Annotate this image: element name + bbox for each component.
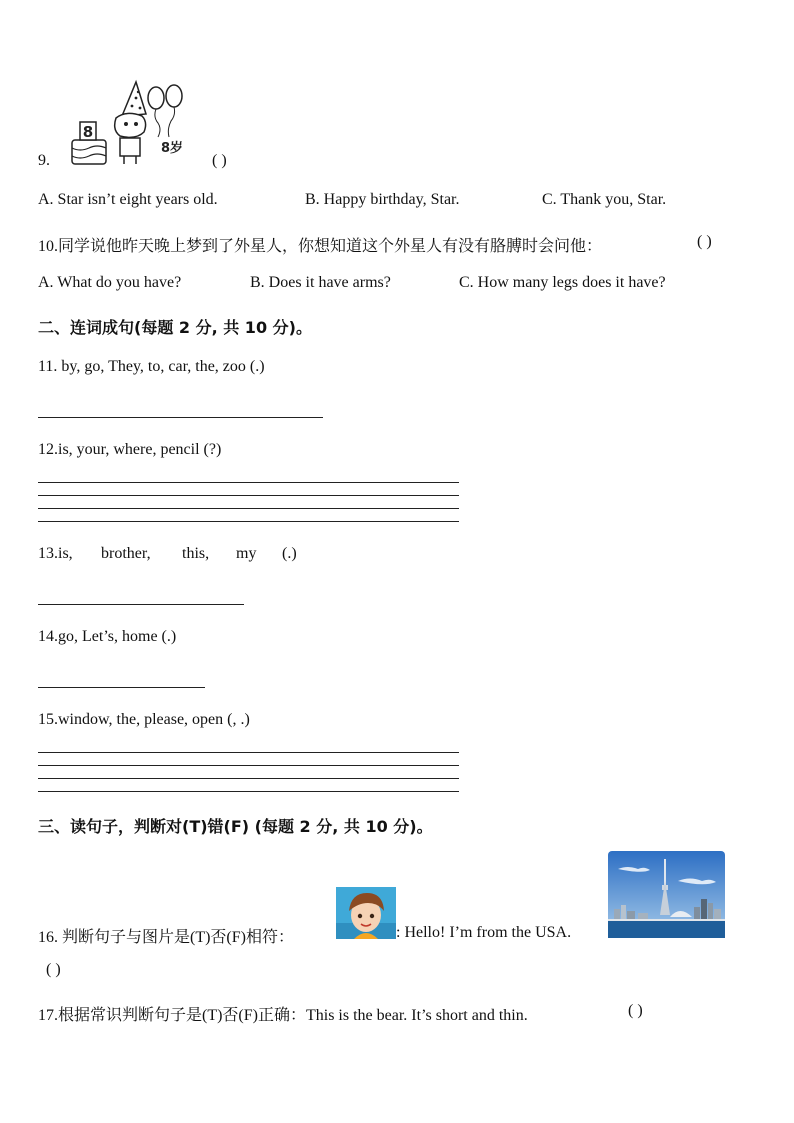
question-9-option-c: C. Thank you, Star. <box>542 191 667 208</box>
boy-avatar-image <box>336 887 396 939</box>
answer-line[interactable] <box>38 417 323 418</box>
answer-line[interactable] <box>38 495 459 496</box>
question-13-word: this, <box>182 545 210 562</box>
birthday-cartoon-image <box>66 78 190 170</box>
question-9-option-b: B. Happy birthday, Star. <box>305 191 460 208</box>
answer-line[interactable] <box>38 778 459 779</box>
question-10-text: 10.同学说他昨天晚上梦到了外星人，你想知道这个外星人有没有胳膊时会问他： <box>38 238 603 255</box>
question-13-word: 13.is, <box>38 545 73 562</box>
city-skyline-photo <box>608 851 725 938</box>
question-10-option-b: B. Does it have arms? <box>250 274 391 291</box>
question-17-answer-paren[interactable]: ( ) <box>628 1002 643 1019</box>
question-12-text: 12.is, your, where, pencil (?) <box>38 441 222 458</box>
question-10-answer-paren[interactable]: ( ) <box>697 233 712 250</box>
question-9-option-a: A. Star isn’t eight years old. <box>38 191 218 208</box>
question-10-option-a: A. What do you have? <box>38 274 182 291</box>
question-13-word: my <box>236 545 257 562</box>
question-16-sentence: : Hello! I’m from the USA. <box>396 924 572 941</box>
question-16-answer-paren[interactable]: ( ) <box>46 961 61 978</box>
question-14-text: 14.go, Let’s, home (.) <box>38 628 177 645</box>
answer-line[interactable] <box>38 752 459 753</box>
question-11-text: 11. by, go, They, to, car, the, zoo (.) <box>38 358 265 375</box>
cake-number: 8 <box>82 123 94 141</box>
question-9-number: 9. <box>38 152 50 169</box>
answer-line[interactable] <box>38 604 244 605</box>
age-tag: 8岁 <box>161 141 184 156</box>
answer-line[interactable] <box>38 687 205 688</box>
question-13-word: (.) <box>282 545 297 562</box>
answer-line[interactable] <box>38 482 459 483</box>
question-10-option-c: C. How many legs does it have? <box>459 274 666 291</box>
question-16-prefix: 16. 判断句子与图片是(T)否(F)相符： <box>38 929 294 946</box>
question-13-word: brother, <box>101 545 151 562</box>
answer-line[interactable] <box>38 791 459 792</box>
question-17-text: 17.根据常识判断句子是(T)否(F)正确：This is the bear. It’s short and thin. <box>38 1007 528 1024</box>
section-2-title: 二、连词成句(每题 2 分, 共 10 分)。 <box>38 318 312 337</box>
question-9-answer-paren[interactable]: ( ) <box>212 152 227 169</box>
answer-line[interactable] <box>38 765 459 766</box>
answer-line[interactable] <box>38 508 459 509</box>
section-3-title: 三、读句子，判断对(T)错(F) (每题 2 分, 共 10 分)。 <box>38 817 433 836</box>
question-15-text: 15.window, the, please, open (, .) <box>38 711 250 728</box>
answer-line[interactable] <box>38 521 459 522</box>
